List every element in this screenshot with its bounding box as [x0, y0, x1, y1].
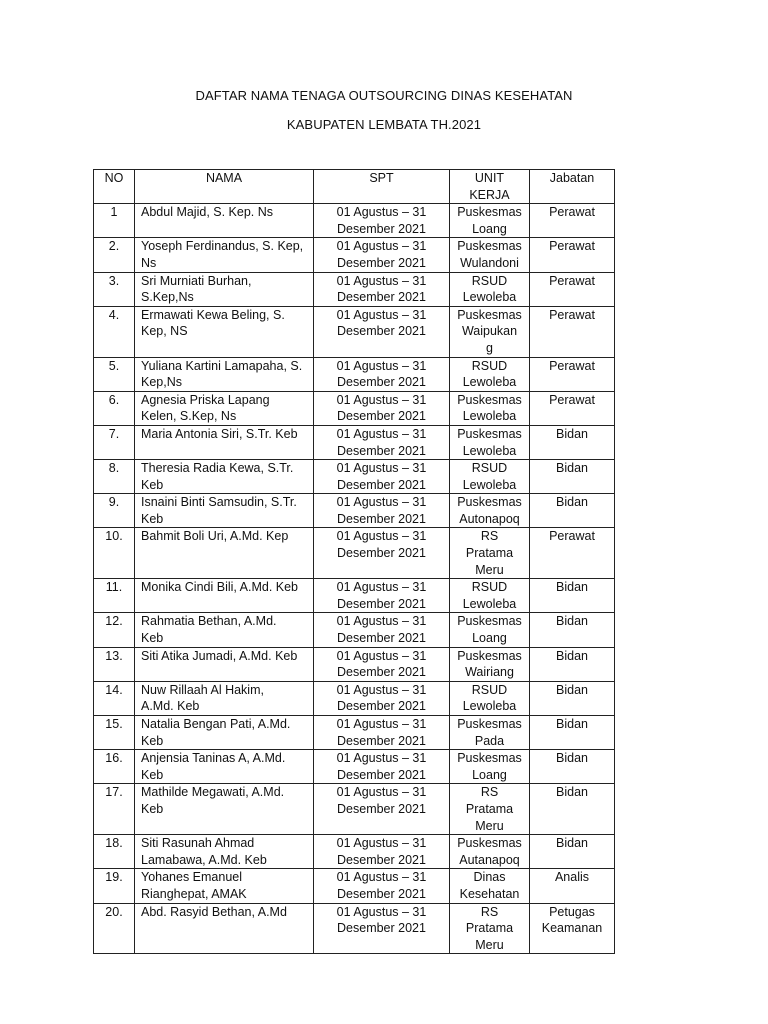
table-row [94, 681, 615, 715]
cell-jabatan-line: Analis [554, 870, 590, 885]
cell-spt-line: Desember 2021 [337, 443, 426, 458]
cell-spt-line: 01 Agustus – 31 [336, 682, 427, 697]
table-row [94, 869, 615, 903]
cell-unit-kerja [450, 681, 530, 715]
table-header-row [94, 170, 615, 204]
cell-spt [314, 647, 450, 681]
cell-spt [314, 306, 450, 357]
cell-nama [135, 681, 314, 715]
cell-no: 9. [94, 494, 135, 528]
cell-no: 15. [94, 716, 135, 750]
cell-no: 12. [94, 613, 135, 647]
cell-nama-line: Abdul Majid, S. Kep. Ns [141, 205, 274, 220]
cell-no: 4. [94, 306, 135, 357]
cell-nama-line: A.Md. Keb [141, 699, 200, 714]
cell-spt-line: Desember 2021 [337, 801, 426, 816]
cell-spt [314, 357, 450, 391]
cell-unit-kerja-line: Pratama [465, 801, 514, 816]
cell-nama-line: Yoseph Ferdinandus, S. Kep, [141, 239, 304, 254]
table-row [94, 460, 615, 494]
cell-nama [135, 272, 314, 306]
cell-spt-line: 01 Agustus – 31 [336, 904, 427, 919]
cell-spt-line: 01 Agustus – 31 [336, 239, 427, 254]
table-row [94, 272, 615, 306]
cell-jabatan-line: Petugas [549, 904, 595, 919]
cell-unit-kerja-line: RS [480, 904, 499, 919]
cell-unit-kerja-line: Loang [472, 221, 507, 236]
cell-unit-kerja [450, 357, 530, 391]
cell-unit-kerja-line: Lewoleba [462, 443, 517, 458]
cell-nama-line: Siti Atika Jumadi, A.Md. Keb [141, 648, 298, 663]
cell-spt [314, 494, 450, 528]
cell-jabatan [530, 357, 615, 391]
cell-nama [135, 579, 314, 613]
cell-nama [135, 716, 314, 750]
cell-unit-kerja-line: Wairiang [465, 665, 514, 680]
cell-unit-kerja-line: Meru [475, 937, 504, 952]
cell-nama-line: Keb [141, 511, 164, 526]
cell-spt [314, 460, 450, 494]
cell-spt-line: 01 Agustus – 31 [336, 392, 427, 407]
cell-unit-kerja-line: RSUD [471, 358, 508, 373]
header-spt: SPT [314, 170, 450, 204]
cell-nama-line: Keb [141, 767, 164, 782]
table-row [94, 357, 615, 391]
cell-unit-kerja [450, 306, 530, 357]
cell-spt-line: 01 Agustus – 31 [336, 751, 427, 766]
cell-nama-line: Yuliana Kartini Lamapaha, S. [141, 358, 303, 373]
cell-nama-line: Isnaini Binti Samsudin, S.Tr. [141, 495, 297, 510]
cell-unit-kerja [450, 272, 530, 306]
cell-unit-kerja [450, 903, 530, 954]
cell-unit-kerja-line: Dinas [473, 870, 506, 885]
cell-jabatan-line: Bidan [556, 682, 588, 697]
cell-unit-kerja-line: Pratama [465, 546, 514, 561]
cell-nama-line: Yohanes Emanuel [141, 870, 243, 885]
cell-unit-kerja-line: Wulandoni [460, 255, 519, 270]
cell-jabatan-line: Bidan [556, 580, 588, 595]
table-row [94, 391, 615, 425]
cell-jabatan-line: Perawat [549, 307, 595, 322]
cell-unit-kerja-line: Lewoleba [462, 477, 517, 492]
cell-nama [135, 613, 314, 647]
cell-nama [135, 647, 314, 681]
cell-nama [135, 306, 314, 357]
cell-unit-kerja-line: Loang [472, 767, 507, 782]
cell-nama-line: Bahmit Boli Uri, A.Md. Kep [141, 529, 289, 544]
staff-table [93, 169, 615, 954]
cell-unit-kerja-line: Loang [472, 631, 507, 646]
cell-unit-kerja-line: RS [480, 785, 499, 800]
cell-spt [314, 528, 450, 579]
cell-jabatan-line: Bidan [556, 461, 588, 476]
header-jabatan: Jabatan [530, 170, 615, 204]
cell-jabatan [530, 681, 615, 715]
cell-jabatan [530, 784, 615, 835]
cell-no: 17. [94, 784, 135, 835]
cell-unit-kerja-line: RSUD [471, 682, 508, 697]
cell-no: 18. [94, 835, 135, 869]
header-unit-kerja [450, 170, 530, 204]
cell-jabatan-line: Perawat [549, 392, 595, 407]
cell-no: 19. [94, 869, 135, 903]
cell-spt-line: 01 Agustus – 31 [336, 461, 427, 476]
cell-no: 2. [94, 238, 135, 272]
cell-spt [314, 716, 450, 750]
cell-spt-line: Desember 2021 [337, 221, 426, 236]
cell-spt-line: Desember 2021 [337, 733, 426, 748]
cell-unit-kerja [450, 647, 530, 681]
cell-jabatan [530, 579, 615, 613]
cell-unit-kerja [450, 750, 530, 784]
cell-nama [135, 494, 314, 528]
table-row [94, 425, 615, 459]
cell-spt [314, 391, 450, 425]
cell-nama-line: Kep,Ns [141, 375, 182, 390]
cell-nama-line: Kelen, S.Kep, Ns [141, 409, 237, 424]
cell-unit-kerja [450, 391, 530, 425]
cell-nama-line: Mathilde Megawati, A.Md. [141, 785, 285, 800]
cell-spt-line: Desember 2021 [337, 546, 426, 561]
cell-nama [135, 869, 314, 903]
cell-jabatan [530, 494, 615, 528]
cell-no: 10. [94, 528, 135, 579]
cell-nama [135, 835, 314, 869]
cell-nama [135, 903, 314, 954]
cell-nama-line: Keb [141, 801, 164, 816]
cell-spt-line: 01 Agustus – 31 [336, 717, 427, 731]
cell-unit-kerja-line: Puskesmas [457, 836, 522, 851]
cell-no: 5. [94, 357, 135, 391]
cell-no: 20. [94, 903, 135, 954]
cell-unit-kerja [450, 494, 530, 528]
cell-spt [314, 869, 450, 903]
cell-unit-kerja-line: Puskesmas [457, 648, 522, 663]
cell-unit-kerja-line: RSUD [471, 461, 508, 476]
cell-jabatan-line: Bidan [556, 836, 588, 851]
cell-nama-line: Keb [141, 477, 164, 492]
cell-jabatan-line: Bidan [556, 648, 588, 663]
cell-unit-kerja [450, 869, 530, 903]
table-row [94, 528, 615, 579]
cell-nama-line: Keb [141, 631, 164, 646]
cell-spt-line: 01 Agustus – 31 [336, 614, 427, 629]
cell-spt-line: Desember 2021 [337, 596, 426, 611]
cell-nama [135, 204, 314, 238]
cell-nama [135, 425, 314, 459]
table-row [94, 579, 615, 613]
cell-jabatan-line: Perawat [549, 239, 595, 254]
cell-unit-kerja-line: RSUD [471, 273, 508, 288]
cell-unit-kerja-line: Kesehatan [459, 886, 520, 901]
cell-spt-line: 01 Agustus – 31 [336, 426, 427, 441]
cell-spt-line: Desember 2021 [337, 409, 426, 424]
cell-unit-kerja-line: Autanapoq [459, 852, 520, 867]
cell-jabatan [530, 835, 615, 869]
cell-jabatan [530, 425, 615, 459]
cell-nama-line: Nuw Rillaah Al Hakim, [141, 682, 264, 697]
table-row [94, 750, 615, 784]
cell-jabatan [530, 528, 615, 579]
cell-no: 7. [94, 425, 135, 459]
document-title: DAFTAR NAMA TENAGA OUTSOURCING DINAS KESEHATAN [195, 88, 573, 103]
cell-spt-line: 01 Agustus – 31 [336, 358, 427, 373]
cell-nama-line: Natalia Bengan Pati, A.Md. [141, 717, 291, 731]
header-nama: NAMA [135, 170, 314, 204]
cell-unit-kerja-line: Autonapoq [459, 511, 520, 526]
cell-spt [314, 272, 450, 306]
cell-no: 1 [94, 204, 135, 238]
cell-spt-line: Desember 2021 [337, 886, 426, 901]
cell-nama-line: S.Kep,Ns [141, 290, 194, 305]
cell-unit-kerja-line: Meru [475, 818, 504, 833]
cell-no: 3. [94, 272, 135, 306]
cell-spt-line: Desember 2021 [337, 255, 426, 270]
cell-nama-line: Maria Antonia Siri, S.Tr. Keb [141, 426, 298, 441]
cell-jabatan [530, 869, 615, 903]
cell-nama-line: Abd. Rasyid Bethan, A.Md [141, 904, 287, 919]
cell-no: 11. [94, 579, 135, 613]
cell-nama-line: Keb [141, 733, 164, 748]
cell-jabatan-line: Perawat [549, 358, 595, 373]
cell-unit-kerja-line: RS [480, 529, 499, 544]
cell-jabatan [530, 238, 615, 272]
cell-spt-line: 01 Agustus – 31 [336, 307, 427, 322]
cell-jabatan-line: Bidan [556, 495, 588, 510]
cell-nama [135, 238, 314, 272]
cell-spt-line: 01 Agustus – 31 [336, 870, 427, 885]
cell-nama-line: Ermawati Kewa Beling, S. [141, 307, 285, 322]
cell-nama-line: Lamabawa, A.Md. Keb [141, 852, 267, 867]
cell-spt-line: 01 Agustus – 31 [336, 205, 427, 220]
cell-unit-kerja [450, 784, 530, 835]
cell-jabatan [530, 647, 615, 681]
cell-no: 16. [94, 750, 135, 784]
cell-jabatan-line: Perawat [549, 529, 595, 544]
cell-unit-kerja-line: Lewoleba [462, 409, 517, 424]
cell-no: 6. [94, 391, 135, 425]
cell-nama-line: Anjensia Taninas A, A.Md. [141, 751, 286, 766]
cell-jabatan [530, 391, 615, 425]
cell-spt [314, 204, 450, 238]
cell-unit-kerja-line: Puskesmas [457, 751, 522, 766]
cell-jabatan-line: Keamanan [541, 921, 603, 936]
cell-spt-line: Desember 2021 [337, 665, 426, 680]
cell-nama-line: Siti Rasunah Ahmad [141, 836, 255, 851]
table-row [94, 204, 615, 238]
table-row [94, 784, 615, 835]
cell-unit-kerja-line: Puskesmas [457, 717, 522, 731]
cell-jabatan-line: Bidan [556, 751, 588, 766]
table-row [94, 613, 615, 647]
cell-jabatan [530, 460, 615, 494]
cell-nama-line: Rianghepat, AMAK [141, 886, 247, 901]
cell-spt-line: 01 Agustus – 31 [336, 648, 427, 663]
cell-nama-line: Ns [141, 255, 157, 270]
cell-unit-kerja-line: Puskesmas [457, 614, 522, 629]
cell-unit-kerja-line: Lewoleba [462, 699, 517, 714]
table-row [94, 835, 615, 869]
cell-unit-kerja [450, 460, 530, 494]
cell-unit-kerja-line: Pratama [465, 921, 514, 936]
cell-spt-line: Desember 2021 [337, 921, 426, 936]
cell-spt [314, 784, 450, 835]
cell-jabatan [530, 750, 615, 784]
cell-spt [314, 681, 450, 715]
header-no: NO [94, 170, 135, 204]
cell-jabatan-line: Bidan [556, 717, 588, 731]
cell-nama-line: Agnesia Priska Lapang [141, 392, 270, 407]
cell-jabatan-line: Bidan [556, 785, 588, 800]
table-row [94, 494, 615, 528]
cell-spt [314, 835, 450, 869]
cell-spt-line: 01 Agustus – 31 [336, 836, 427, 851]
cell-spt-line: Desember 2021 [337, 290, 426, 305]
cell-unit-kerja-line: Lewoleba [462, 596, 517, 611]
table-row [94, 306, 615, 357]
cell-nama [135, 528, 314, 579]
cell-unit-kerja-line: Puskesmas [457, 392, 522, 407]
cell-nama [135, 750, 314, 784]
cell-jabatan [530, 306, 615, 357]
header-unit-line2: KERJA [469, 187, 510, 202]
cell-spt-line: 01 Agustus – 31 [336, 529, 427, 544]
cell-nama [135, 357, 314, 391]
cell-jabatan [530, 716, 615, 750]
cell-nama-line: Rahmatia Bethan, A.Md. [141, 614, 277, 629]
cell-spt-line: Desember 2021 [337, 631, 426, 646]
cell-jabatan-line: Bidan [556, 614, 588, 629]
cell-spt-line: Desember 2021 [337, 699, 426, 714]
cell-jabatan [530, 903, 615, 954]
cell-nama-line: Monika Cindi Bili, A.Md. Keb [141, 580, 299, 595]
cell-unit-kerja [450, 425, 530, 459]
cell-nama [135, 460, 314, 494]
cell-no: 13. [94, 647, 135, 681]
cell-unit-kerja [450, 204, 530, 238]
cell-unit-kerja [450, 716, 530, 750]
cell-spt [314, 750, 450, 784]
cell-unit-kerja [450, 835, 530, 869]
cell-unit-kerja-line: RSUD [471, 580, 508, 595]
cell-unit-kerja-line: Puskesmas [457, 426, 522, 441]
cell-unit-kerja [450, 528, 530, 579]
cell-unit-kerja-line: g [486, 340, 493, 355]
table-body [94, 204, 615, 954]
cell-spt-line: 01 Agustus – 31 [336, 580, 427, 595]
table-row [94, 647, 615, 681]
cell-unit-kerja-line: Puskesmas [457, 239, 522, 254]
cell-jabatan [530, 272, 615, 306]
table-row [94, 238, 615, 272]
cell-spt-line: Desember 2021 [337, 852, 426, 867]
cell-jabatan [530, 204, 615, 238]
cell-unit-kerja-line: Puskesmas [457, 307, 522, 322]
cell-unit-kerja-line: Puskesmas [457, 205, 522, 220]
cell-spt [314, 425, 450, 459]
table-row [94, 903, 615, 954]
cell-nama-line: Sri Murniati Burhan, [141, 273, 252, 288]
cell-unit-kerja-line: Waipukan [461, 324, 518, 339]
cell-spt [314, 613, 450, 647]
cell-spt-line: Desember 2021 [337, 477, 426, 492]
cell-unit-kerja-line: Lewoleba [462, 290, 517, 305]
table-row [94, 716, 615, 750]
cell-spt [314, 579, 450, 613]
cell-spt-line: Desember 2021 [337, 324, 426, 339]
cell-jabatan-line: Bidan [556, 426, 588, 441]
cell-spt-line: 01 Agustus – 31 [336, 785, 427, 800]
cell-unit-kerja [450, 579, 530, 613]
cell-spt [314, 903, 450, 954]
cell-unit-kerja [450, 238, 530, 272]
cell-spt [314, 238, 450, 272]
cell-no: 8. [94, 460, 135, 494]
cell-nama [135, 391, 314, 425]
document-subtitle: KABUPATEN LEMBATA TH.2021 [286, 117, 482, 132]
cell-unit-kerja-line: Lewoleba [462, 375, 517, 390]
header-unit-line1: UNIT [474, 171, 505, 185]
cell-unit-kerja [450, 613, 530, 647]
cell-nama-line: Theresia Radia Kewa, S.Tr. [141, 461, 294, 476]
cell-no: 14. [94, 681, 135, 715]
cell-unit-kerja-line: Pada [474, 733, 505, 748]
cell-jabatan [530, 613, 615, 647]
cell-spt-line: 01 Agustus – 31 [336, 495, 427, 510]
cell-spt-line: 01 Agustus – 31 [336, 273, 427, 288]
cell-spt-line: Desember 2021 [337, 767, 426, 782]
cell-nama [135, 784, 314, 835]
cell-unit-kerja-line: Meru [475, 562, 504, 577]
cell-jabatan-line: Perawat [549, 273, 595, 288]
cell-nama-line: Kep, NS [141, 324, 188, 339]
cell-spt-line: Desember 2021 [337, 511, 426, 526]
cell-jabatan-line: Perawat [549, 205, 595, 220]
cell-unit-kerja-line: Puskesmas [457, 495, 522, 510]
cell-spt-line: Desember 2021 [337, 375, 426, 390]
